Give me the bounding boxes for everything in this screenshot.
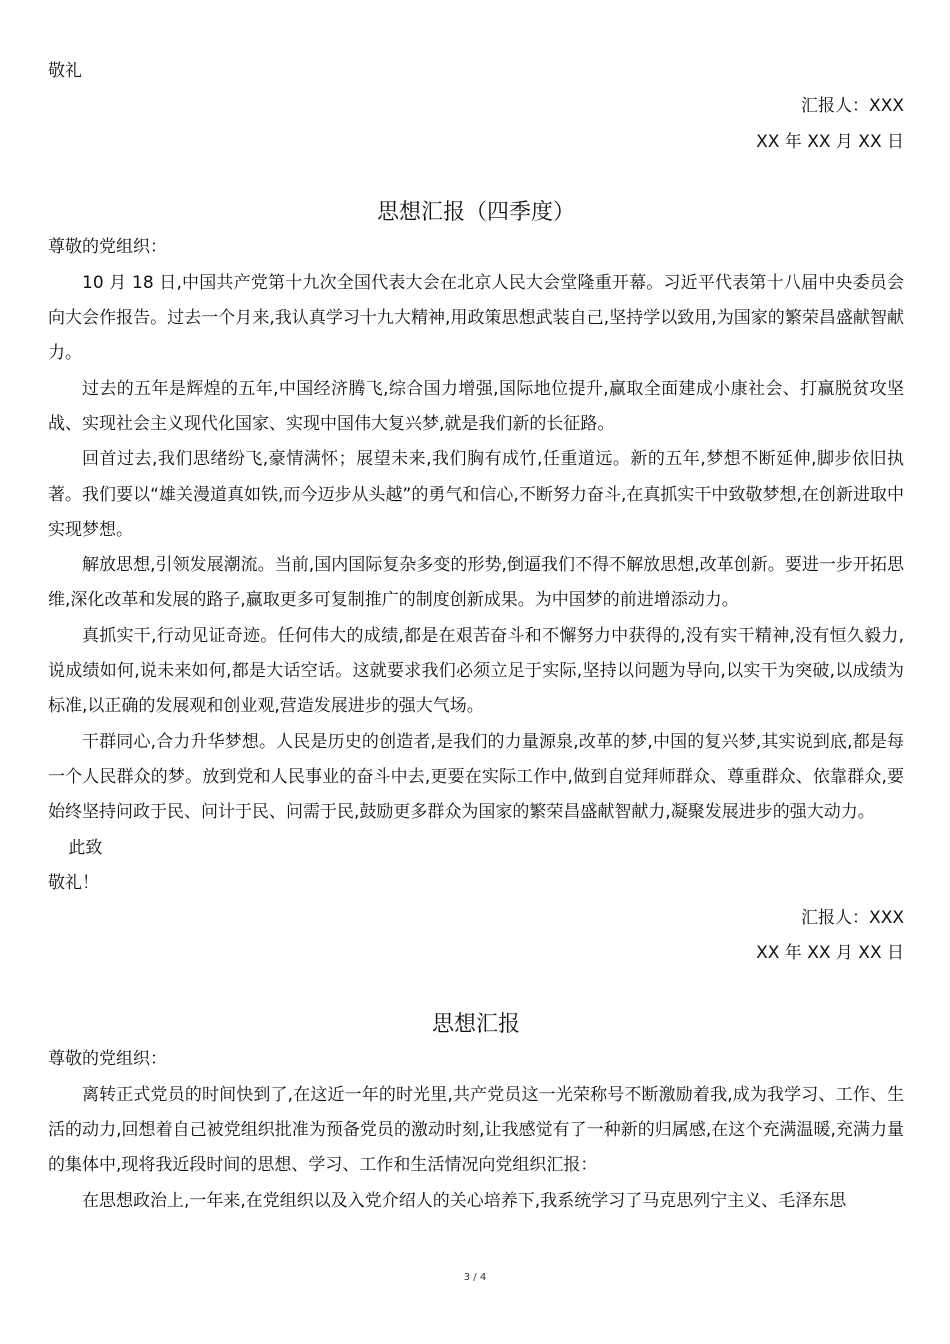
- report-date: XX 年 XX 月 XX 日: [756, 943, 904, 964]
- paragraph: 干群同心,合力升华梦想。人民是历史的创造者,是我们的力量源泉,改革的梦,中国的复兴梦,其实说到底,都是每一个人民群众的梦。放到党和人民事业的奋斗中去,更要在实际工作中,做到自觉拜师群众、尊重群众、依靠群众,要始终坚持问政于民、问计于民、问需于民,鼓励更多群众为国家的繁荣昌盛献智献力,凝聚发展进步的强大动力。: [48, 731, 904, 823]
- paragraph: 10 月 18 日,中国共产党第十九次全国代表大会在北京人民大会堂隆重开幕。习近平代表第十八届中央委员会向大会作报告。过去一个月来,我认真学习十九大精神,用政策思想武装自己,坚持学以致用,为国家的繁荣昌盛献智献力。: [48, 272, 904, 364]
- paragraph: 在思想政治上,一年来,在党组织以及入党介绍人的关心培养下,我系统学习了马克思列宁主义、毛泽东思: [82, 1190, 847, 1211]
- paragraph: 回首过去,我们思绪纷飞,豪情满怀；展望未来,我们胸有成竹,任重道远。新的五年,梦想不断延伸,脚步依旧执著。我们要以“雄关漫道真如铁,而今迈步从头越”的勇气和信心,不断努力奋斗,在真抓实干中致敬梦想,在创新进取中实现梦想。: [48, 449, 904, 540]
- paragraph: 过去的五年是辉煌的五年,中国经济腾飞,综合国力增强,国际地位提升,赢取全面建成小康社会、打赢脱贫攻坚战、实现社会主义现代化国家、实现中国伟大复兴梦,就是我们新的长征路。: [48, 378, 904, 434]
- greeting: 尊敬的党组织：: [48, 237, 167, 258]
- paragraph: 真抓实干,行动见证奇迹。任何伟大的成绩,都是在艰苦奋斗和不懈努力中获得的,没有实干精神,没有恒久毅力,说成绩如何,说未来如何,都是大话空话。这就要求我们必须立足于实际,坚持以问题为导向,以实干为突破,以成绩为标准,以正确的发展观和创业观,营造发展进步的强大气场。: [48, 625, 904, 717]
- closing-line: 此致: [68, 837, 103, 858]
- report-date: XX 年 XX 月 XX 日: [756, 131, 904, 152]
- reporter-signature: 汇报人：XXX: [801, 908, 904, 929]
- report-title: 思想汇报: [431, 1012, 520, 1038]
- closing-salute: 敬礼！: [48, 872, 99, 893]
- greeting: 尊敬的党组织：: [48, 1049, 167, 1070]
- page-number: 3 / 4: [463, 1272, 487, 1283]
- salutation-end: 敬礼: [48, 61, 82, 81]
- report-title: 思想汇报（四季度）: [376, 200, 575, 226]
- reporter-signature: 汇报人：XXX: [801, 96, 904, 117]
- document-page: [48, 54, 904, 1219]
- paragraph: 离转正式党员的时间快到了,在这近一年的时光里,共产党员这一光荣称号不断激励着我,成为我学习、工作、生活的动力,回想着自己被党组织批准为预备党员的激动时刻,让我感觉有了一种新的归属感,在这个充满温暖,充满力量的集体中,现将我近段时间的思想、学习、工作和生活情况向党组织汇报：: [48, 1084, 904, 1176]
- paragraph: 解放思想,引领发展潮流。当前,国内国际复杂多变的形势,倒逼我们不得不解放思想,改革创新。要进一步开拓思维,深化改革和发展的路子,赢取更多可复制推广的制度创新成果。为中国梦的前进增添动力。: [48, 555, 904, 611]
